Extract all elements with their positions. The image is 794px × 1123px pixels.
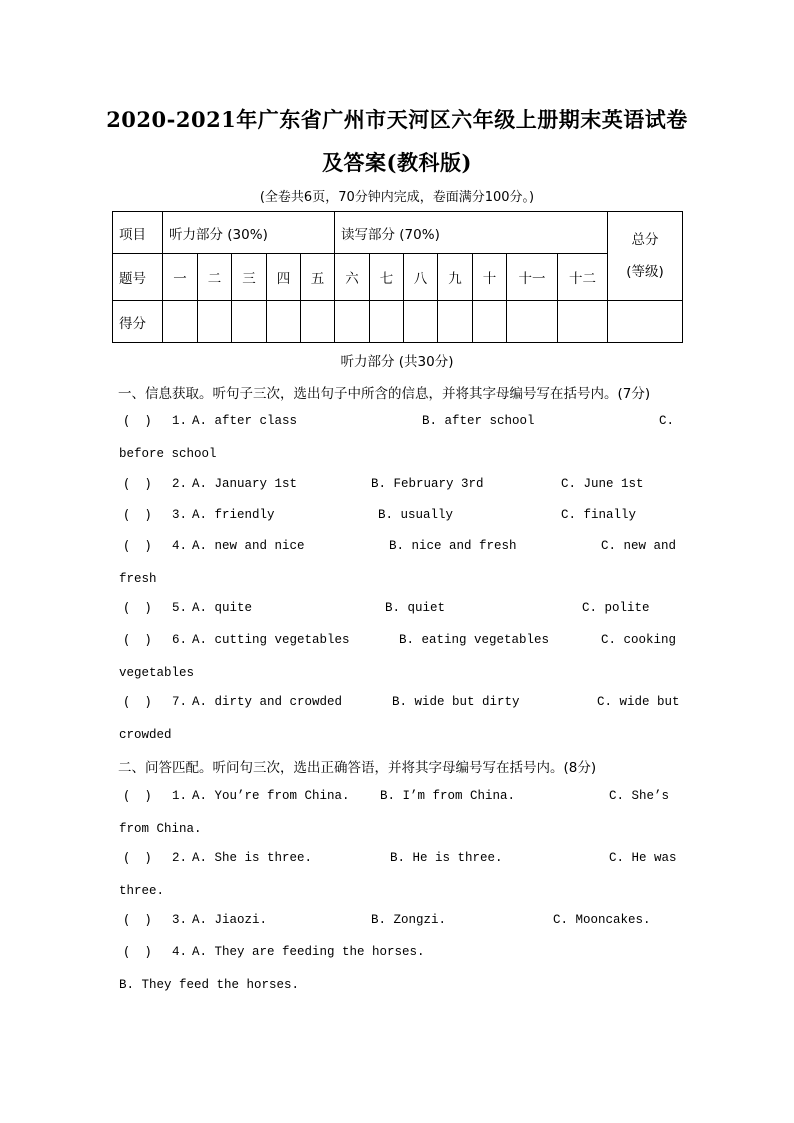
question-number: 3. [172,913,188,927]
option-b: B. I’m from China. [380,789,516,803]
answer-bracket[interactable]: ( ) [124,508,151,523]
option-c-continued: vegetables [119,666,195,680]
score-cell[interactable] [507,301,558,343]
answer-bracket[interactable]: ( ) [124,633,151,648]
score-cell[interactable] [335,301,370,343]
option-b: B. nice and fresh [389,539,517,553]
question-number-cell: 十一 [507,254,558,301]
score-table [112,211,683,343]
question-number: 6. [172,633,188,647]
answer-bracket[interactable]: ( ) [124,913,151,928]
listening-section-header: 听力部分 (共30分) [340,354,454,370]
row-label-item: 项目 [113,212,163,254]
score-cell[interactable] [404,301,438,343]
option-c: C. He was [609,851,677,865]
option-c: C. Mooncakes. [553,913,651,927]
question-number: 4. [172,945,188,959]
question-number: 1. [172,414,188,428]
score-cell[interactable] [370,301,404,343]
document-title-line2: 及答案(教科版) [322,150,472,175]
question-number-cell: 十 [473,254,507,301]
question-number-cell: 五 [301,254,335,301]
section1-instruction: 一、信息获取。听句子三次，选出句子中所含的信息，并将其字母编号写在括号内。(7分) [118,386,651,402]
option-a: A. dirty and crowded [192,695,343,709]
question-number-cell: 三 [232,254,267,301]
answer-bracket[interactable]: ( ) [124,539,151,554]
question-number: 3. [172,508,188,522]
option-c-continued: crowded [119,728,172,742]
option-b: B. eating vegetables [399,633,550,647]
question-number: 2. [172,851,188,865]
row-label-question-number: 题号 [113,254,163,301]
option-b: B. quiet [385,601,446,615]
option-a: A. She is three. [192,851,313,865]
option-c: C. June 1st [561,477,644,491]
option-a: A. cutting vegetables [192,633,350,647]
option-a: A. quite [192,601,253,615]
question-number-cell: 九 [438,254,473,301]
option-c: C. polite [582,601,650,615]
answer-bracket[interactable]: ( ) [124,601,151,616]
score-cell[interactable] [473,301,507,343]
option-c: C. finally [561,508,637,522]
option-b: B. They feed the horses. [119,978,300,992]
answer-bracket[interactable]: ( ) [124,695,151,710]
option-c: C. cooking [601,633,677,647]
question-number: 7. [172,695,188,709]
option-a: A. new and nice [192,539,305,553]
question-number-cell: 二 [198,254,232,301]
score-cell[interactable] [301,301,335,343]
question-number-cell: 七 [370,254,404,301]
option-c-continued: three. [119,884,165,898]
option-c: C. [659,414,675,428]
reading-writing-part-header: 读写部分 (70%) [335,212,608,254]
score-cell[interactable] [163,301,198,343]
option-b: B. usually [378,508,454,522]
question-number-cell: 六 [335,254,370,301]
score-cell[interactable] [232,301,267,343]
section2-instruction: 二、问答匹配。听问句三次，选出正确答语，并将其字母编号写在括号内。(8分) [118,760,597,776]
option-c: C. wide but [597,695,680,709]
option-b: B. Zongzi. [371,913,447,927]
option-b: B. He is three. [390,851,503,865]
answer-bracket[interactable]: ( ) [124,945,151,960]
option-a: A. Jiaozi. [192,913,268,927]
question-number-cell: 十二 [558,254,608,301]
option-b: B. after school [422,414,535,428]
question-number-cell: 一 [163,254,198,301]
total-label: 总分 [631,232,659,248]
answer-bracket[interactable]: ( ) [124,789,151,804]
option-c-continued: from China. [119,822,202,836]
score-cell[interactable] [267,301,301,343]
question-number: 5. [172,601,188,615]
option-c-continued: before school [119,447,217,461]
document-subtitle: (全卷共6页，70分钟内完成，卷面满分100分。) [259,190,535,205]
total-score-header [608,212,683,301]
answer-bracket[interactable]: ( ) [124,477,151,492]
question-number: 1. [172,789,188,803]
answer-bracket[interactable]: ( ) [124,851,151,866]
grade-label: (等级) [626,264,664,280]
option-c: C. new and [601,539,677,553]
option-a: A. friendly [192,508,275,522]
score-cell[interactable] [198,301,232,343]
question-number: 4. [172,539,188,553]
answer-bracket[interactable]: ( ) [124,414,151,429]
row-label-score: 得分 [113,301,163,343]
option-a: A. January 1st [192,477,298,491]
option-a: A. They are feeding the horses. [192,945,425,959]
option-b: B. wide but dirty [392,695,520,709]
listening-part-header: 听力部分 (30%) [163,212,335,254]
score-cell[interactable] [438,301,473,343]
total-score-cell[interactable] [608,301,683,343]
option-b: B. February 3rd [371,477,484,491]
score-cell[interactable] [558,301,608,343]
option-a: A. after class [192,414,298,428]
option-a: A. You’re from China. [192,789,350,803]
question-number: 2. [172,477,188,491]
question-number-cell: 八 [404,254,438,301]
option-c-continued: fresh [119,572,157,586]
question-number-cell: 四 [267,254,301,301]
document-title-line1: 2020-2021年广东省广州市天河区六年级上册期末英语试卷 [106,107,688,132]
option-c: C. She’s [609,789,670,803]
